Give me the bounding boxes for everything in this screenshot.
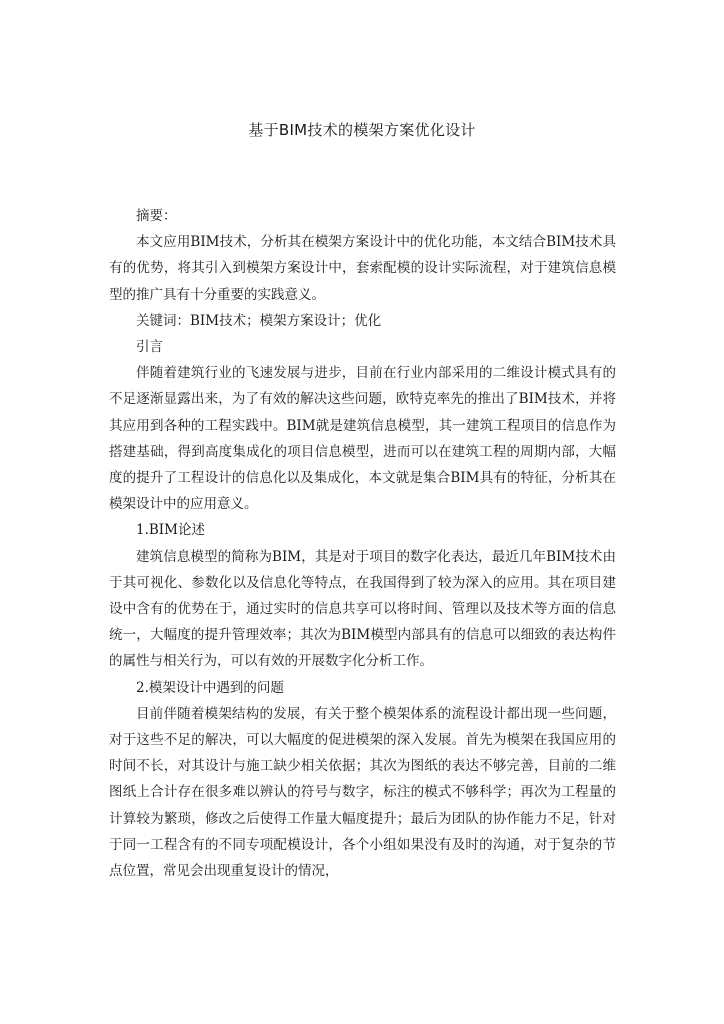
section1-paragraph: 建筑信息模型的简称为BIM，其是对于项目的数字化表达，最近几年BIM技术由于其可视化、参数化以及信息化等特点，在我国得到了较为深入的应用。其在项目建设中含有的优势在于，通过实时的信息共享可以将时间、管理以及技术等方面的信息统一，大幅度的提升管理效率；其次为BIM模型内部具有的信息可以细致的表达构件的属性与相关行为，可以有效的开展数字化分析工作。 bbox=[109, 548, 616, 670]
section2-paragraph: 目前伴随着模架结构的发展，有关于整个模架体系的流程设计都出现一些问题，对于这些不足的解决，可以大幅度的促进模架的深入发展。首先为模架在我国应用的时间不长，对其设计与施工缺少相关依据；其次为图纸的表达不够完善，目前的二维图纸上合计存在很多难以辨认的符号与数字，标注的模式不够科学；再次为工程量的计算较为繁琐，修改之后使得工作量大幅度提升；最后为团队的协作能力不足，针对于同一工程含有的不同专项配模设计，各个小组如果没有及时的沟通，对于复杂的节点位置，常见会出现重复设计的情况， bbox=[109, 705, 616, 880]
abstract-paragraph: 本文应用BIM技术，分析其在模架方案设计中的优化功能，本文结合BIM技术具有的优势，将其引入到模架方案设计中，套索配模的设计实际流程，对于建筑信息模型的推广具有十分重要的实践意义。 bbox=[109, 234, 616, 303]
section1-heading: 1.BIM论述 bbox=[136, 522, 205, 539]
abstract-label: 摘要： bbox=[136, 208, 177, 224]
section2-heading: 2.模架设计中遇到的问题 bbox=[136, 679, 284, 696]
document-title: 基于BIM技术的模架方案优化设计 bbox=[248, 121, 476, 139]
intro-heading: 引言 bbox=[136, 339, 163, 356]
intro-paragraph: 伴随着建筑行业的飞速发展与进步，目前在行业内部采用的二维设计模式具有的不足逐渐显露出来，为了有效的解决这些问题，欧特克率先的推出了BIM技术，并将其应用到各种的工程实践中。BIM就是建筑信息模型，其一建筑工程项目的信息作为搭建基础，得到高度集成化的项目信息模型，进而可以在建筑工程的周期内部，大幅度的提升了工程设计的信息化以及集成化，本文就是集合BIM具有的特征，分析其在模架设计中的应用意义。 bbox=[109, 365, 616, 513]
keywords-line: 关键词：BIM技术；模架方案设计；优化 bbox=[136, 312, 382, 329]
document-body bbox=[109, 203, 616, 884]
